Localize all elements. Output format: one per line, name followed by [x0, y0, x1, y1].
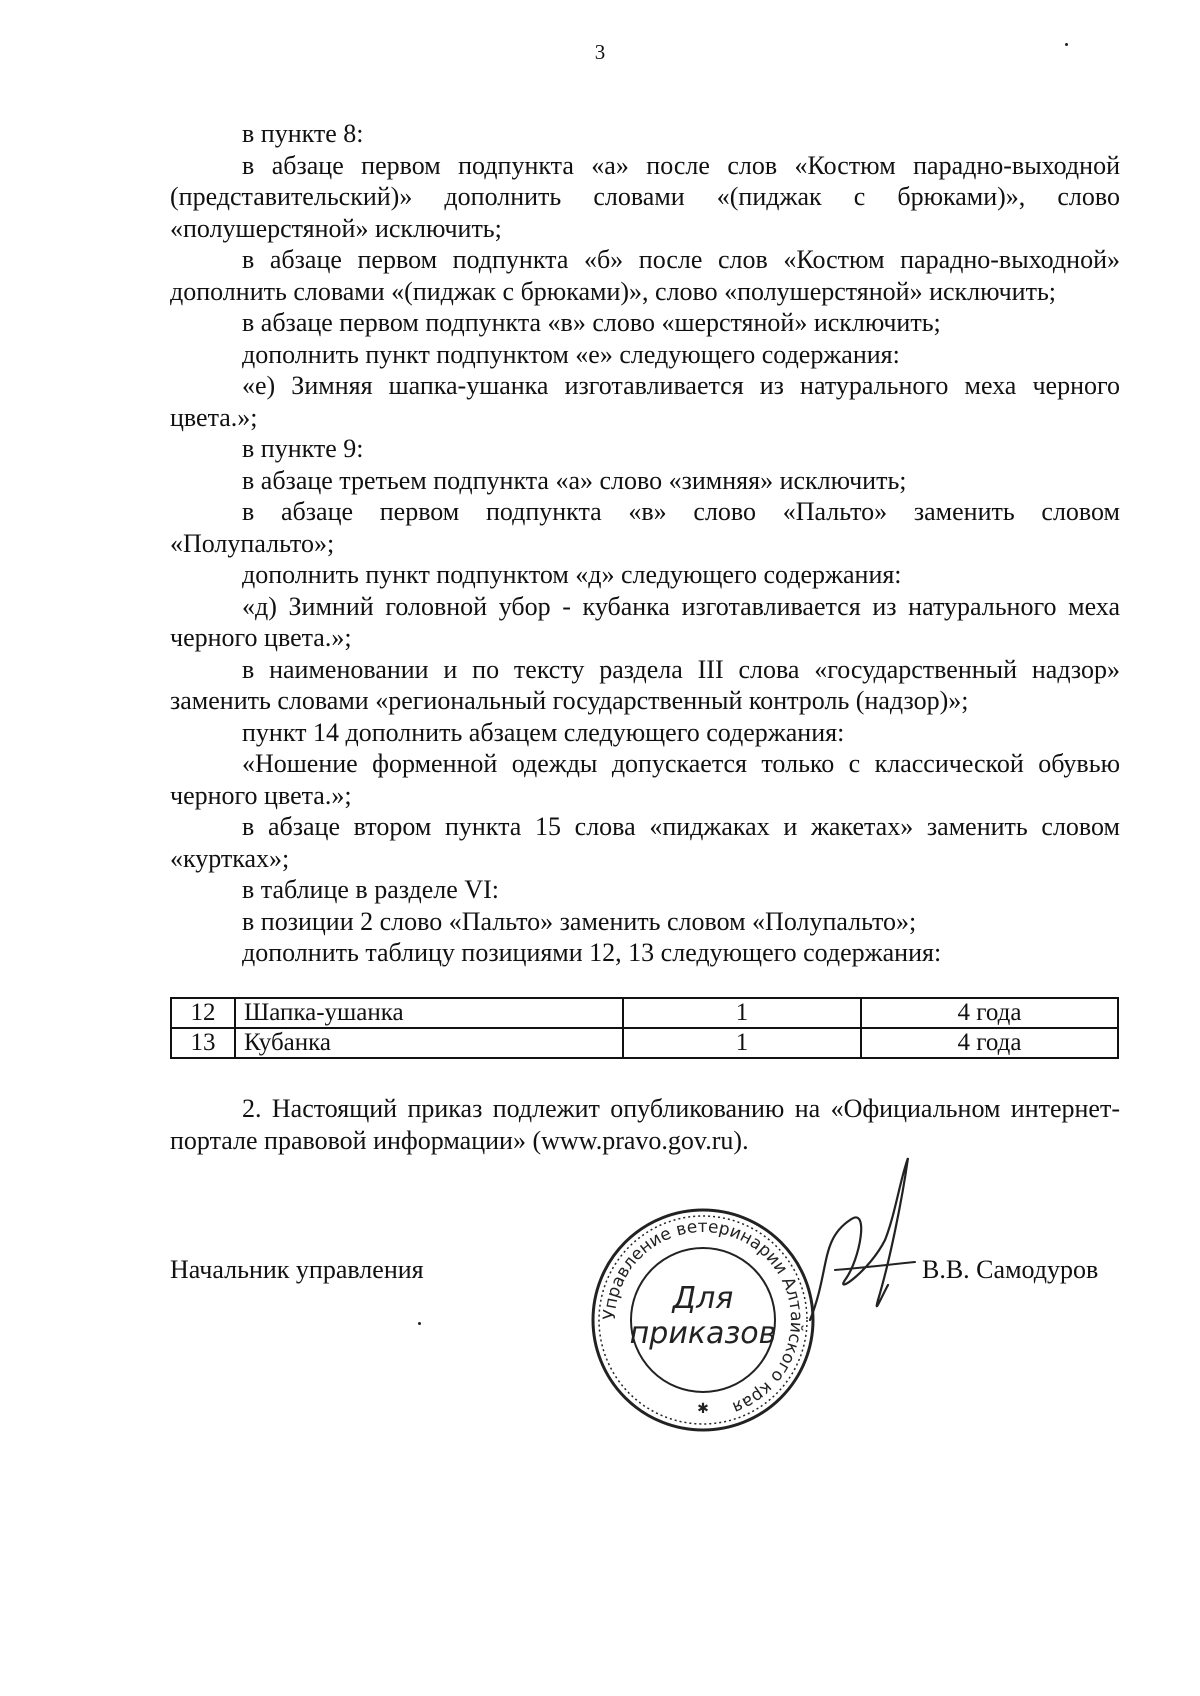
signatory-title: Начальник управления: [170, 1255, 424, 1284]
stamp-star-icon: ✱: [697, 1401, 709, 1417]
paragraph: в наименовании и по тексту раздела III слова «государственный надзор» заменить словами «региональный государственный контроль (надзор)»;: [170, 654, 1120, 715]
stamp-center-line2: приказов: [629, 1316, 777, 1351]
item-name: Кубанка: [235, 1028, 623, 1058]
paragraph: «е) Зимняя шапка-ушанка изготавливается из натурального меха черного цвета.»;: [170, 371, 1120, 432]
paragraph: в абзаце третьем подпункта «а» слово «зимняя» исключить;: [242, 465, 907, 495]
paragraph: в пункте 8:: [242, 119, 364, 148]
paragraph: в таблице в разделе VI:: [242, 875, 499, 904]
table-row: [171, 998, 1118, 1028]
publication-clause: [170, 1093, 1120, 1157]
paragraph: в позиции 2 слово «Пальто» заменить словом «Полупальто»;: [242, 906, 917, 936]
wear-term: 4 года: [861, 998, 1118, 1028]
paragraph: дополнить пункт подпунктом «е» следующего содержания:: [242, 339, 900, 369]
item-name: Шапка-ушанка: [235, 998, 623, 1028]
wear-term: 4 года: [861, 1028, 1118, 1058]
amendments-text: [170, 118, 1120, 969]
position-number: 13: [171, 1028, 235, 1058]
positions-table: [170, 997, 1119, 1059]
paragraph: в абзаце первом подпункта «в» слово «шерстяной» исключить;: [242, 308, 941, 337]
paragraph: дополнить таблицу позициями 12, 13 следующего содержания:: [242, 938, 942, 967]
paragraph: в абзаце первом подпункта «а» после слов «Костюм парадно-выходной (представительский)» дополнить словами «(пиджак с брюками)», слово «полушерстяной» исключить;: [170, 150, 1120, 243]
position-number: 12: [171, 998, 235, 1028]
item-quantity: 1: [623, 1028, 861, 1058]
item-quantity: 1: [623, 998, 861, 1028]
paragraph: в пункте 9:: [242, 434, 364, 463]
paragraph: «д) Зимний головной убор - кубанка изготавливается из натурального меха черного цвета.»;: [170, 591, 1120, 652]
official-stamp: [588, 1205, 818, 1435]
paragraph: дополнить пункт подпунктом «д» следующего содержания:: [242, 560, 902, 589]
stamp-center-line1: Для: [672, 1281, 734, 1316]
paragraph: в абзаце первом подпункта «б» после слов «Костюм парадно-выходной» дополнить словами «(пиджак с брюками)», слово «полушерстяной» исключить;: [170, 245, 1120, 306]
page-number: 3: [594, 40, 606, 64]
signatory-name: В.В. Самодуров: [922, 1255, 1099, 1284]
paragraph: пункт 14 дополнить абзацем следующего содержания:: [242, 717, 845, 747]
handwritten-signature: [790, 1150, 930, 1350]
ink-speck: [418, 1322, 421, 1325]
paragraph: «Ношение форменной одежды допускается только с классической обувью черного цвета.»;: [170, 749, 1120, 810]
ink-speck: [1065, 43, 1068, 46]
paragraph: 2. Настоящий приказ подлежит опубликованию на «Официальном интернет-портале правовой информации» (www.pravo.gov.ru).: [170, 1094, 1120, 1155]
table-row: [171, 1028, 1118, 1058]
stamp-ring-text: Управление ветеринарии Алтайского края: [599, 1216, 807, 1418]
paragraph: в абзаце первом подпункта «в» слово «Пальто» заменить словом «Полупальто»;: [170, 497, 1120, 558]
paragraph: в абзаце втором пункта 15 слова «пиджаках и жакетах» заменить словом «куртках»;: [170, 812, 1120, 873]
